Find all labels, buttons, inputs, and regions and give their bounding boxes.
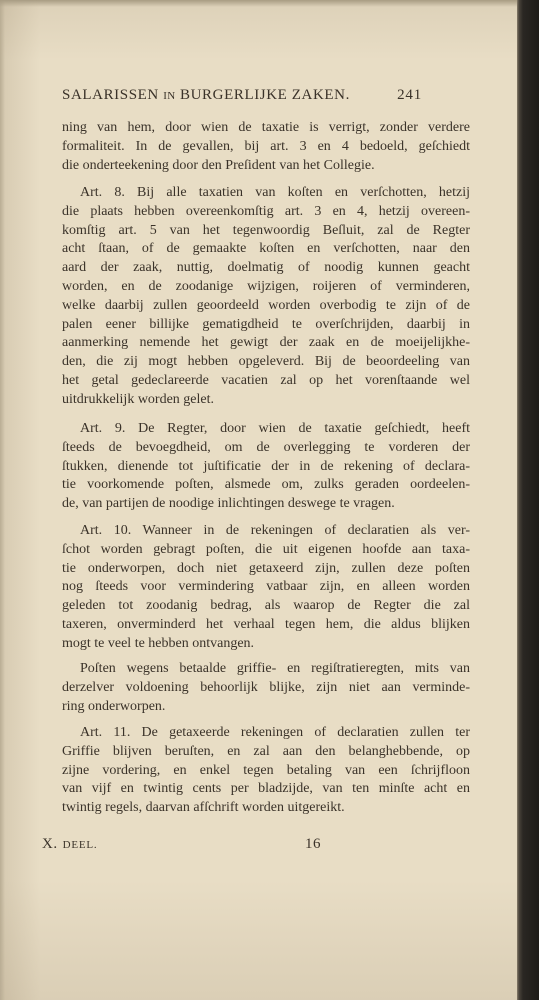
text-line: uitdrukkelijk worden gelet. [62, 391, 215, 407]
text-line: taxeren, onverminderd het verhaal tegen hem, die aldus blijken [62, 616, 470, 632]
text-line: aard der zaak, nuttig, doelmatig of noodig kunnen geacht [62, 260, 470, 276]
paragraph-posten [62, 660, 470, 716]
text-line: aanmerking nemende het gewigt der zaak en de moeijelijkhe- [62, 335, 470, 351]
text-line: komſtig art. 5 van het tegenwoordig Beſluit, zal de Regter [62, 222, 470, 238]
volume-mark [42, 834, 97, 855]
text-line: ning van hem, door wien de taxatie is verrigt, zonder verdere [62, 120, 470, 135]
text-line: Art. 9. De Regter, door wien de taxatie geſchiedt, heeft [80, 421, 470, 436]
volume-label: DEEL. [62, 839, 98, 851]
page-footer [0, 834, 539, 854]
text-line: derzelver voldoening behoorlijk blijke, zijn niet aan verminde- [62, 679, 470, 695]
signature-mark: 16 [305, 836, 321, 852]
text-line: palen eener billijke gematigdheid te overſchrijden, daarbij in [62, 316, 470, 332]
text-line: twintig regels, daarvan afſchrift worden uitgereikt. [62, 800, 345, 816]
text-line: worden, en de zoodanige wijzigen, roijeren of verminderen, [62, 278, 470, 294]
text-line: mogt te veel te hebben ontvangen. [62, 635, 255, 651]
text-line: geleden tot zoodanig bedrag, als waarop de Regter die zal [62, 598, 470, 614]
text-line: welke daarbij zullen geoordeeld worden overbodig te zijn of de [62, 297, 470, 313]
paragraph-continuation [62, 119, 470, 175]
running-head-title [62, 85, 350, 106]
text-line: zijne vordering, en enkel tegen betaling van een ſchrijfloon [62, 762, 470, 778]
text-line: Art. 10. Wanneer in de rekeningen of declaratien als ver- [80, 523, 470, 538]
text-line: acht ſtaan, of de gemaakte koſten en verſchotten, naar den [62, 241, 470, 257]
text-line: van vijf en twintig cents per bladzijde, van ten minſte acht en [62, 781, 470, 797]
page-top-edge-shadow [0, 0, 517, 7]
text-line: nog ſteeds voor vermindering vatbaar zijn, en alleen worden [62, 579, 470, 595]
text-line: tie onderworpen, doch niet getaxeerd zijn, zullen deze poſten [62, 560, 470, 576]
running-head-title-before: SALARISSEN [62, 87, 159, 103]
text-line: formaliteit. In de gevallen, bij art. 3 en 4 bedoeld, geſchiedt [62, 138, 470, 154]
paragraph-article-9 [62, 420, 470, 514]
text-line: tie voorkomende poſten, alsmede om, zulks geraden oordeelen- [62, 477, 470, 493]
running-head-title-small-caps: IN [163, 90, 176, 102]
text-line: die plaats hebben overeenkomſtig art. 3 en 4, hetzij overeen- [62, 203, 470, 219]
text-line: Art. 11. De getaxeerde rekeningen of declaratien zullen ter [80, 725, 470, 740]
running-head-title-after: BURGERLIJKE ZAKEN. [180, 87, 350, 103]
text-line: Griffie blijven beruſten, en zal aan den belanghebbende, op [62, 743, 470, 759]
running-head [62, 85, 422, 106]
paragraph-article-11 [62, 724, 470, 818]
text-line: de, van partijen de noodige inlichtingen deswege te vragen. [62, 496, 395, 512]
text-line: den, die zij mogt hebben opgeleverd. Bij de beoordeeling van [62, 354, 470, 370]
text-line: ſteeds de bevoegdheid, om de overlegging te vorderen der [62, 439, 470, 455]
page-number: 241 [397, 87, 422, 103]
paragraph-article-10 [62, 522, 470, 654]
text-line: die onderteekening door den Preſident van het Collegie. [62, 157, 375, 173]
paragraph-article-8 [62, 184, 470, 410]
text-line: Poſten wegens betaalde griffie- en regiſtratieregten, mits van [80, 661, 470, 676]
text-line: Art. 8. Bij alle taxatien van koſten en verſchotten, hetzij [80, 185, 470, 200]
text-line: ſchot worden gebragt poſten, die uit eigenen hoofde aan taxa- [62, 541, 470, 557]
text-line: ring onderworpen. [62, 698, 166, 714]
text-line: het getal gedeclareerde vacatien zal op het vorenſtaande wel [62, 372, 470, 388]
text-line: ſtukken, dienende tot juſtificatie der in de rekening of declara- [62, 458, 470, 474]
volume-number: X. [42, 836, 58, 852]
